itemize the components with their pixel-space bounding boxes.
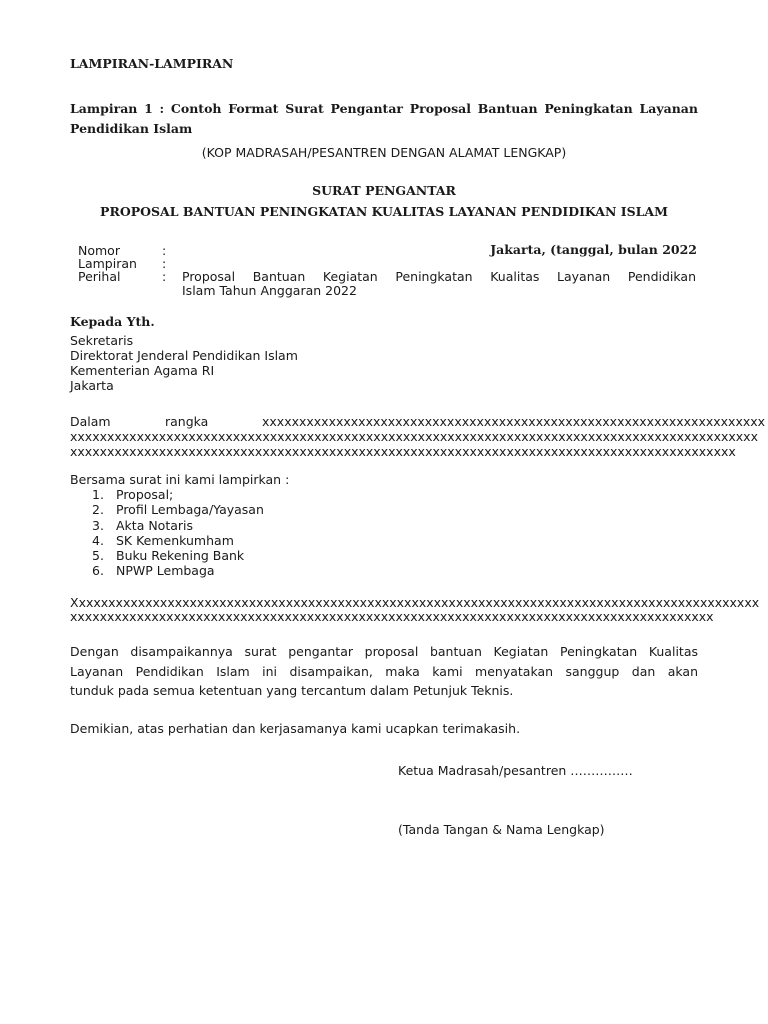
list-item: 4. SK Kemenkumham bbox=[92, 532, 234, 548]
signature-title: Ketua Madrasah/pesantren …………… bbox=[398, 763, 633, 778]
paragraph3-line1: Dengan disampaikannya surat pengantar proposal bantuan Kegiatan Peningkatan Kualitas bbox=[70, 644, 698, 659]
paragraph2-line1: Xxxxxxxxxxxxxxxxxxxxxxxxxxxxxxxxxxxxxxxxxxxxxxxxxxxxxxxxxxxxxxxxxxxxxxxxxxxxxxxxxxxxxxxxxxxxx bbox=[70, 595, 760, 610]
list-item: 1. Proposal; bbox=[92, 487, 174, 502]
perihal-label: Perihal bbox=[78, 269, 121, 284]
paragraph3-line2: Layanan Pendidikan Islam ini disampaikan, maka kami menyatakan sanggup dan akan bbox=[70, 664, 698, 679]
letter-subtitle: PROPOSAL BANTUAN PENINGKATAN KUALITAS LAYANAN PENDIDIKAN ISLAM bbox=[100, 204, 668, 219]
closing-text: Demikian, atas perhatian dan kerjasamanya kami ucapkan terimakasih. bbox=[70, 721, 521, 736]
recipient-line3: Kementerian Agama RI bbox=[70, 363, 215, 378]
kop-note: (KOP MADRASAH/PESANTREN DENGAN ALAMAT LENGKAP) bbox=[201, 145, 567, 160]
nomor-colon: : bbox=[162, 243, 167, 258]
paragraph1-line3: xxxxxxxxxxxxxxxxxxxxxxxxxxxxxxxxxxxxxxxxxxxxxxxxxxxxxxxxxxxxxxxxxxxxxxxxxxxxxxxxxxxxxxxxxx bbox=[70, 444, 736, 459]
place-date: Jakarta, (tanggal, bulan 2022 bbox=[490, 242, 697, 257]
recipient-line2: Direktorat Jenderal Pendidikan Islam bbox=[70, 348, 298, 363]
letter-title: SURAT PENGANTAR bbox=[312, 183, 456, 198]
lampiran-label: Lampiran bbox=[78, 256, 137, 271]
salutation: Kepada Yth. bbox=[70, 314, 155, 329]
paragraph2-line2: xxxxxxxxxxxxxxxxxxxxxxxxxxxxxxxxxxxxxxxxxxxxxxxxxxxxxxxxxxxxxxxxxxxxxxxxxxxxxxxxxxxxxxx bbox=[70, 609, 714, 624]
paragraph3-line3: tunduk pada semua ketentuan yang tercantum dalam Petunjuk Teknis. bbox=[70, 683, 514, 698]
paragraph1-line1-rest: xxxxxxxxxxxxxxxxxxxxxxxxxxxxxxxxxxxxxxxxxxxxxxxxxxxxxxxxxxxxxxxxxxxx bbox=[262, 414, 766, 429]
attachments-list bbox=[92, 487, 264, 579]
list-item: 6. NPWP Lembaga bbox=[92, 563, 215, 579]
attachment-title-line1: Lampiran 1 : Contoh Format Surat Pengantar Proposal Bantuan Peningkatan Layanan bbox=[70, 101, 698, 116]
perihal-line1: Proposal Bantuan Kegiatan Peningkatan Kualitas Layanan Pendidikan bbox=[182, 269, 696, 284]
recipient-line4: Jakarta bbox=[70, 378, 114, 393]
attachment-title-line2: Pendidikan Islam bbox=[70, 121, 193, 136]
list-item: 3. Akta Notaris bbox=[92, 517, 194, 533]
lampiran-colon: : bbox=[162, 256, 167, 271]
perihal-colon: : bbox=[162, 269, 167, 284]
attachments-intro: Bersama surat ini kami lampirkan : bbox=[70, 472, 290, 487]
list-item: 5. Buku Rekening Bank bbox=[92, 548, 245, 564]
signature-name-placeholder: (Tanda Tangan & Nama Lengkap) bbox=[398, 822, 605, 837]
recipient-line1: Sekretaris bbox=[70, 333, 134, 348]
nomor-label: Nomor bbox=[78, 243, 120, 258]
paragraph1-word2: rangka bbox=[165, 414, 209, 429]
perihal-line2: Islam Tahun Anggaran 2022 bbox=[182, 283, 357, 298]
list-item: 2. Profil Lembaga/Yayasan bbox=[92, 502, 264, 518]
paragraph1-word1: Dalam bbox=[70, 414, 111, 429]
paragraph1-line2: xxxxxxxxxxxxxxxxxxxxxxxxxxxxxxxxxxxxxxxxxxxxxxxxxxxxxxxxxxxxxxxxxxxxxxxxxxxxxxxxxxxxxxxxxxxxx bbox=[70, 429, 758, 444]
section-title: LAMPIRAN-LAMPIRAN bbox=[70, 56, 234, 71]
